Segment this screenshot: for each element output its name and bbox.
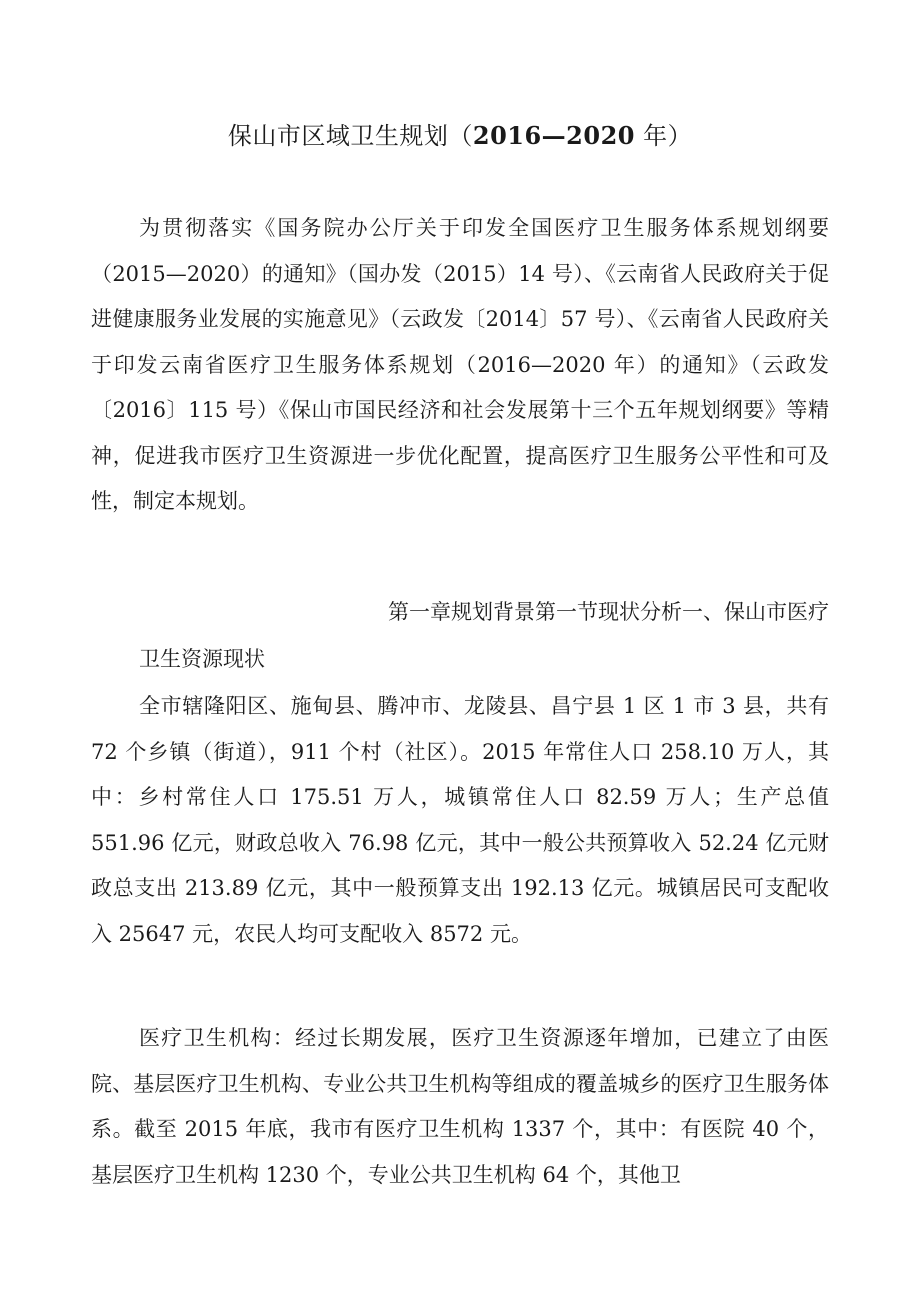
institutions-paragraph: 医疗卫生机构：经过长期发展，医疗卫生资源逐年增加，已建立了由医院、基层医疗卫生机构、专业公共卫生机构等组成的覆盖城乡的医疗卫生服务体系。截至 2015 年底，我市有医疗卫生机构 1337 个，其中：有医院 40 个，基层医疗卫生机构 1230 个，专业公共卫生机构 64 个，其他卫 [91,1026,829,1187]
title-years: 2016—2020 [472,121,635,150]
section-heading-line2: 卫生资源现状 [139,647,265,671]
section-heading-line1: 第一章规划背景第一节现状分析一、保山市医疗 [388,600,829,624]
title-suffix: 年） [634,122,693,150]
title-text: 保山市区域卫生规划（ [227,122,473,150]
intro-paragraph: 为贯彻落实《国务院办公厅关于印发全国医疗卫生服务体系规划纲要（2015—2020）的通知》（国办发（2015）14 号）、《云南省人民政府关于促进健康服务业发展的实施意见》（云政发〔2014〕57 号）、《云南省人民政府关于印发云南省医疗卫生服务体系规划（2016—2020 年）的通知》（云政发〔2016〕115 号）《保山市国民经济和社会发展第十三个五年规划纲要》等精神，促进我市医疗卫生资源进一步优化配置，提高医疗卫生服务公平性和可及性，制定本规划。 [91,216,829,513]
overview-paragraph: 全市辖隆阳区、施甸县、腾冲市、龙陵县、昌宁县 1 区 1 市 3 县，共有 72 个乡镇（街道），911 个村（社区）。2015 年常住人口 258.10 万人，其中：乡村常住人口 175.51 万人，城镇常住人口 82.59 万人；生产总值 551.96 亿元，财政总收入 76.98 亿元，其中一般公共预算收入 52.24 亿元财政总支出 213.89 亿元，其中一般预算支出 192.13 亿元。城镇居民可支配收入 25647 元，农民人均可支配收入 8572 元。 [91,694,829,946]
document-title [0,116,920,156]
